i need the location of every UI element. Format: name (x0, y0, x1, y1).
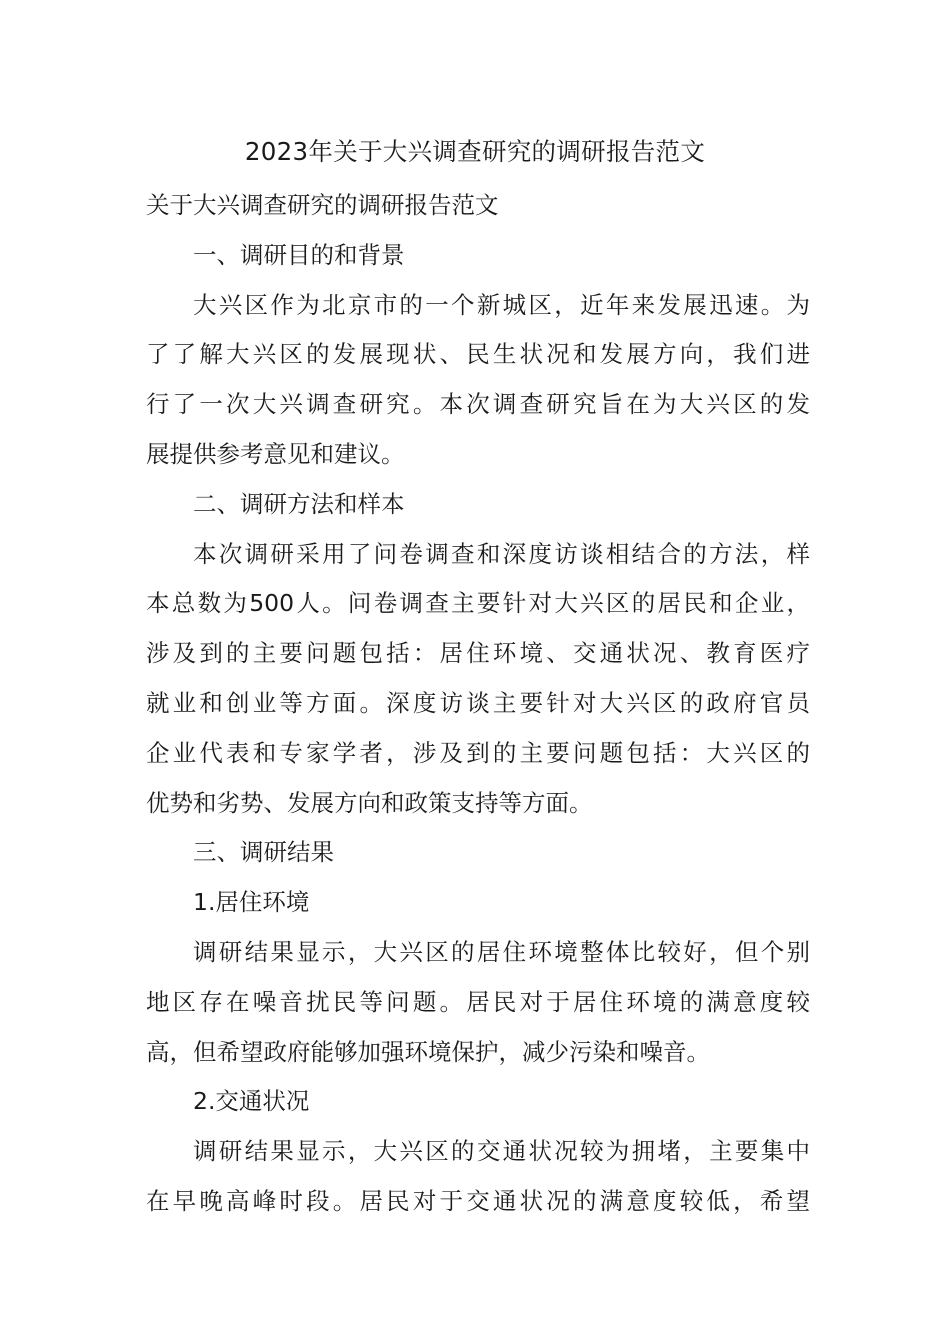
paragraph-line: 大兴区作为北京市的一个新城区，近年来发展迅速。为 (193, 290, 810, 319)
paragraph-line: 在早晚高峰时段。居民对于交通状况的满意度较低，希望 (146, 1186, 810, 1215)
paragraph-line: 地区存在噪音扰民等问题。居民对于居住环境的满意度较 (146, 987, 810, 1016)
subheading-traffic: 2.交通状况 (193, 1087, 310, 1116)
paragraph-line: 调研结果显示，大兴区的居住环境整体比较好，但个别 (193, 937, 810, 966)
paragraph-line: 调研结果显示，大兴区的交通状况较为拥堵，主要集中 (193, 1137, 810, 1166)
paragraph-line: 本总数为500人。问卷调查主要针对大兴区的居民和企业， (146, 589, 810, 618)
paragraph-line: 高，但希望政府能够加强环境保护，减少污染和噪音。 (146, 1037, 710, 1066)
paragraph-line: 企业代表和专家学者，涉及到的主要问题包括：大兴区的 (146, 738, 810, 767)
paragraph-line: 就业和创业等方面。深度访谈主要针对大兴区的政府官员 (146, 688, 810, 717)
paragraph-line: 涉及到的主要问题包括：居住环境、交通状况、教育医疗 (146, 639, 810, 668)
document-body (146, 181, 810, 1227)
subheading-living-environment: 1.居住环境 (193, 888, 310, 917)
paragraph-line: 展提供参考意见和建议。 (146, 439, 405, 468)
paragraph-line: 优势和劣势、发展方向和政策支持等方面。 (146, 788, 593, 817)
document-title: 2023年关于大兴调查研究的调研报告范文 (244, 137, 706, 166)
subtitle-line: 关于大兴调查研究的调研报告范文 (146, 191, 499, 219)
section-heading-results: 三、调研结果 (193, 838, 334, 867)
paragraph-line: 本次调研采用了问卷调查和深度访谈相结合的方法，样 (193, 539, 810, 568)
section-heading-method: 二、调研方法和样本 (193, 489, 405, 518)
section-heading-purpose: 一、调研目的和背景 (193, 240, 405, 269)
paragraph-line: 行了一次大兴调查研究。本次调查研究旨在为大兴区的发 (146, 390, 810, 419)
paragraph-line: 了了解大兴区的发展现状、民生状况和发展方向，我们进 (146, 340, 810, 369)
